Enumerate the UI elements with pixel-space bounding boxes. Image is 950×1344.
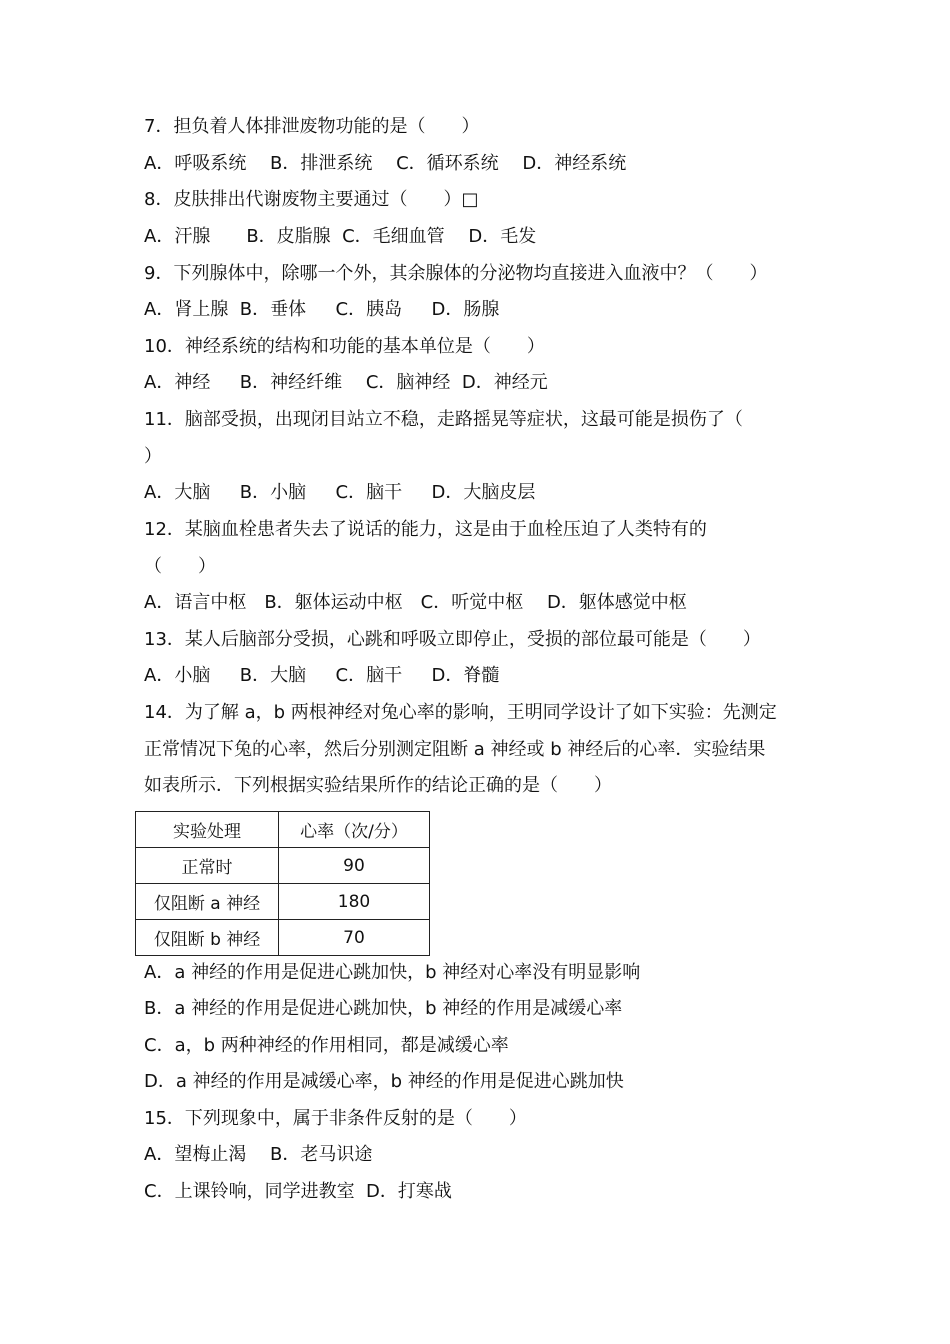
question-14-option-b: B．a 神经的作用是促进心跳加快，b 神经的作用是减缓心率 — [144, 998, 623, 1019]
question-11-stem-line2: ） — [144, 446, 162, 467]
table-header-cell: 心率（次/分） — [279, 812, 430, 848]
question-15-options-line1: A．望梅止渴 B．老马识途 — [144, 1144, 373, 1165]
table-cell: 仅阻断 b 神经 — [136, 920, 279, 956]
question-12-stem-line2: （ ） — [144, 556, 216, 577]
question-12-options: A．语言中枢 B．躯体运动中枢 C．听觉中枢 D．躯体感觉中枢 — [144, 592, 687, 613]
question-8-stem: 8．皮肤排出代谢废物主要通过（ ）□ — [144, 189, 479, 210]
table-header-cell: 实验处理 — [136, 812, 279, 848]
table-cell: 正常时 — [136, 848, 279, 884]
question-14-stem-line2: 正常情况下兔的心率，然后分别测定阻断 a 神经或 b 神经后的心率．实验结果 — [144, 739, 766, 760]
question-10-options: A．神经 B．神经纤维 C．脑神经 D．神经元 — [144, 372, 548, 393]
question-9-stem: 9．下列腺体中，除哪一个外，其余腺体的分泌物均直接进入血液中？（ ） — [144, 263, 768, 284]
question-11-options: A．大脑 B．小脑 C．脑干 D．大脑皮层 — [144, 482, 536, 503]
question-13-stem: 13．某人后脑部分受损，心跳和呼吸立即停止，受损的部位最可能是（ ） — [144, 629, 761, 650]
heart-rate-table — [135, 811, 430, 956]
question-10-stem: 10．神经系统的结构和功能的基本单位是（ ） — [144, 336, 545, 357]
question-7-stem: 7．担负着人体排泄废物功能的是（ ） — [144, 116, 480, 137]
question-15-options-line2: C．上课铃响，同学进教室 D．打寒战 — [144, 1181, 452, 1202]
question-14-option-a: A．a 神经的作用是促进心跳加快，b 神经对心率没有明显影响 — [144, 962, 641, 983]
table-cell: 70 — [279, 920, 430, 956]
question-13-options: A．小脑 B．大脑 C．脑干 D．脊髓 — [144, 665, 500, 686]
question-14-option-c: C．a，b 两种神经的作用相同，都是减缓心率 — [144, 1035, 509, 1056]
question-11-stem-line1: 11．脑部受损，出现闭目站立不稳，走路摇晃等症状，这最可能是损伤了（ — [144, 409, 743, 430]
table-cell: 90 — [279, 848, 430, 884]
question-9-options: A．肾上腺 B．垂体 C．胰岛 D．肠腺 — [144, 299, 500, 320]
question-15-stem: 15．下列现象中，属于非条件反射的是（ ） — [144, 1108, 527, 1129]
table-row — [136, 884, 430, 920]
question-8-options: A．汗腺 B．皮脂腺 C．毛细血管 D．毛发 — [144, 226, 537, 247]
table-header-row — [136, 812, 430, 848]
table-row — [136, 848, 430, 884]
table-cell: 180 — [279, 884, 430, 920]
question-14-option-d: D．a 神经的作用是减缓心率，b 神经的作用是促进心跳加快 — [144, 1071, 624, 1092]
question-12-stem-line1: 12．某脑血栓患者失去了说话的能力，这是由于血栓压迫了人类特有的 — [144, 519, 707, 540]
question-14-stem-line1: 14．为了解 a，b 两根神经对兔心率的影响，王明同学设计了如下实验：先测定 — [144, 702, 777, 723]
table-cell: 仅阻断 a 神经 — [136, 884, 279, 920]
table-row — [136, 920, 430, 956]
question-14-stem-line3: 如表所示．下列根据实验结果所作的结论正确的是（ ） — [144, 775, 612, 796]
question-7-options: A．呼吸系统 B．排泄系统 C．循环系统 D．神经系统 — [144, 153, 627, 174]
